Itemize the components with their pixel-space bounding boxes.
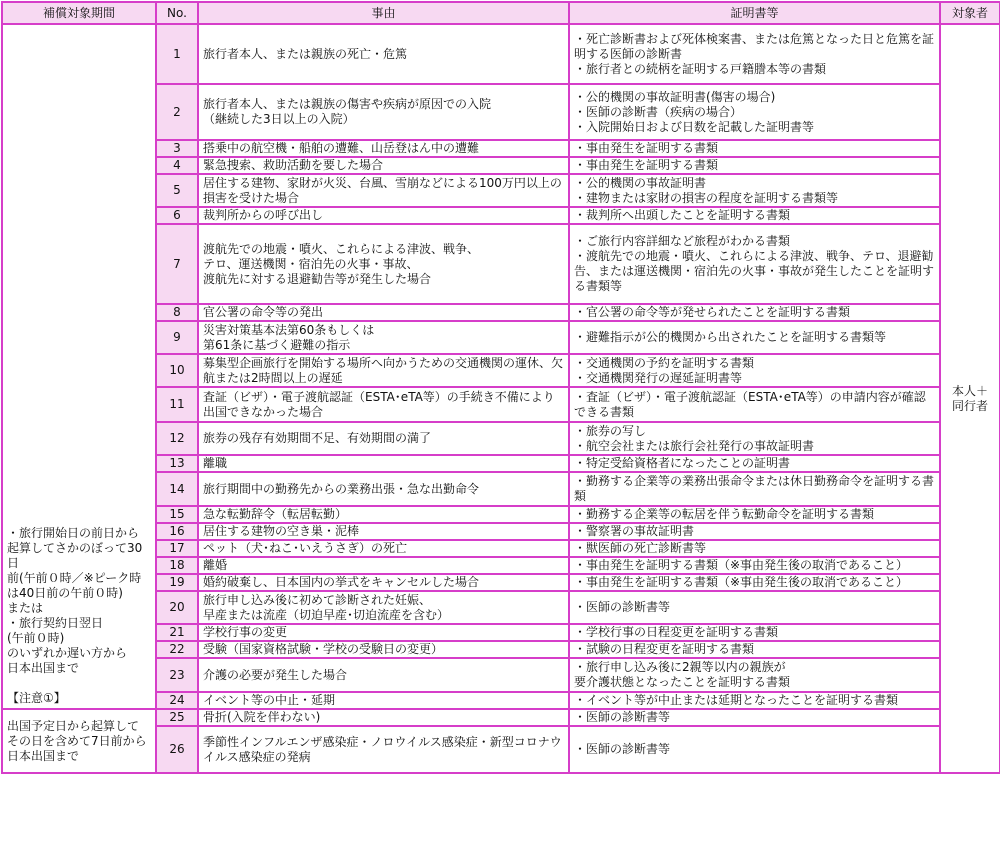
row-number: 12 (156, 422, 198, 455)
document-cell: ・勤務する企業等の業務出張命令または休日勤務命令を証明する書類 (569, 472, 940, 506)
reason-cell: 渡航先での地震・噴火、これらによる津波、戦争、 テロ、運送機関・宿泊先の火事・事故、 渡航先に対する退避勧告等が発生した場合 (198, 224, 569, 304)
reason-cell: 離職 (198, 455, 569, 472)
document-cell: ・学校行事の日程変更を証明する書類 (569, 624, 940, 641)
row-number: 10 (156, 354, 198, 387)
header-docs: 証明書等 (569, 2, 940, 24)
row-number: 11 (156, 387, 198, 422)
document-cell: ・交通機関の予約を証明する書類 ・交通機関発行の遅延証明書等 (569, 354, 940, 387)
reason-cell: 季節性インフルエンザ感染症・ノロウイルス感染症・新型コロナウイルス感染症の発病 (198, 726, 569, 773)
reason-cell: 災害対策基本法第60条もしくは 第61条に基づく避難の指示 (198, 321, 569, 354)
row-number: 7 (156, 224, 198, 304)
reason-cell: 居住する建物、家財が火災、台風、雪崩などによる100万円以上の損害を受けた場合 (198, 174, 569, 207)
period-main-cell: ・旅行開始日の前日から 起算してさかのぼって30日 前(午前０時／※ピーク時 は40日前の午前０時) または ・旅行契約日翌日 (午前０時) のいずれか遅い方から 日本出国まで 【注意①】 (2, 24, 156, 709)
row-number: 6 (156, 207, 198, 224)
reason-cell: イベント等の中止・延期 (198, 692, 569, 709)
reason-cell: 学校行事の変更 (198, 624, 569, 641)
row-number: 14 (156, 472, 198, 506)
document-cell: ・公的機関の事故証明書(傷害の場合) ・医師の診断書（疾病の場合） ・入院開始日および日数を記載した証明書等 (569, 84, 940, 140)
row-number: 13 (156, 455, 198, 472)
row-number: 5 (156, 174, 198, 207)
row-number: 23 (156, 658, 198, 692)
row-number: 18 (156, 557, 198, 574)
row-number: 8 (156, 304, 198, 321)
document-cell: ・警察署の事故証明書 (569, 523, 940, 540)
reason-cell: 搭乗中の航空機・船舶の遭難、山岳登はん中の遭難 (198, 140, 569, 157)
reason-cell: 官公署の命令等の発出 (198, 304, 569, 321)
document-cell: ・事由発生を証明する書類（※事由発生後の取消であること） (569, 557, 940, 574)
reason-cell: 婚約破棄し、日本国内の挙式をキャンセルした場合 (198, 574, 569, 591)
reason-cell: 募集型企画旅行を開始する場所へ向かうための交通機関の運休、欠航または2時間以上の遅延 (198, 354, 569, 387)
reason-cell: 裁判所からの呼び出し (198, 207, 569, 224)
document-cell: ・試験の日程変更を証明する書類 (569, 641, 940, 658)
document-cell: ・旅券の写し ・航空会社または旅行会社発行の事故証明書 (569, 422, 940, 455)
document-cell: ・医師の診断書等 (569, 726, 940, 773)
row-number: 26 (156, 726, 198, 773)
document-cell: ・医師の診断書等 (569, 591, 940, 624)
reason-cell: 旅行者本人、または親族の死亡・危篤 (198, 24, 569, 84)
document-cell: ・イベント等が中止または延期となったことを証明する書類 (569, 692, 940, 709)
row-number: 21 (156, 624, 198, 641)
document-cell: ・事由発生を証明する書類 (569, 157, 940, 174)
row-number: 2 (156, 84, 198, 140)
table-row (2, 24, 1000, 84)
document-cell: ・特定受給資格者になったことの証明書 (569, 455, 940, 472)
reason-cell: 旅券の残存有効期間不足、有効期間の満了 (198, 422, 569, 455)
row-number: 1 (156, 24, 198, 84)
reason-cell: 旅行者本人、または親族の傷害や疾病が原因での入院 （継続した3日以上の入院） (198, 84, 569, 140)
reason-cell: 受験（国家資格試験・学校の受験日の変更） (198, 641, 569, 658)
document-cell: ・事由発生を証明する書類 (569, 140, 940, 157)
table-header-row (2, 2, 1000, 24)
target-cell: 本人＋ 同行者 (940, 24, 1000, 773)
period-last-cell: 出国予定日から起算して その日を含めて7日前から 日本出国まで (2, 709, 156, 773)
row-number: 9 (156, 321, 198, 354)
document-cell: ・裁判所へ出頭したことを証明する書類 (569, 207, 940, 224)
reason-cell: 介護の必要が発生した場合 (198, 658, 569, 692)
row-number: 17 (156, 540, 198, 557)
compensation-table (1, 1, 1000, 774)
row-number: 24 (156, 692, 198, 709)
row-number: 19 (156, 574, 198, 591)
reason-cell: ペット（犬･ねこ･いえうさぎ）の死亡 (198, 540, 569, 557)
document-cell: ・査証（ビザ）・電子渡航認証（ESTA･eTA等）の申請内容が確認できる書類 (569, 387, 940, 422)
header-reason: 事由 (198, 2, 569, 24)
reason-cell: 旅行期間中の勤務先からの業務出張・急な出勤命令 (198, 472, 569, 506)
document-cell: ・事由発生を証明する書類（※事由発生後の取消であること） (569, 574, 940, 591)
header-no: No. (156, 2, 198, 24)
reason-cell: 緊急捜索、救助活動を要した場合 (198, 157, 569, 174)
row-number: 20 (156, 591, 198, 624)
document-cell: ・公的機関の事故証明書 ・建物または家財の損害の程度を証明する書類等 (569, 174, 940, 207)
reason-cell: 居住する建物の空き巣・泥棒 (198, 523, 569, 540)
header-period: 補償対象期間 (2, 2, 156, 24)
document-cell: ・官公署の命令等が発せられたことを証明する書類 (569, 304, 940, 321)
row-number: 25 (156, 709, 198, 726)
reason-cell: 旅行申し込み後に初めて診断された妊娠、 早産または流産（切迫早産･切迫流産を含む） (198, 591, 569, 624)
table-body (2, 24, 1000, 773)
document-cell: ・獣医師の死亡診断書等 (569, 540, 940, 557)
reason-cell: 離婚 (198, 557, 569, 574)
row-number: 3 (156, 140, 198, 157)
reason-cell: 急な転勤辞令（転居転勤） (198, 506, 569, 523)
document-cell: ・避難指示が公的機関から出されたことを証明する書類等 (569, 321, 940, 354)
reason-cell: 査証（ビザ）・電子渡航認証（ESTA･eTA等）の手続き不備により出国できなかった場合 (198, 387, 569, 422)
document-cell: ・死亡診断書および死体検案書、または危篤となった日と危篤を証明する医師の診断書 ・旅行者との続柄を証明する戸籍謄本等の書類 (569, 24, 940, 84)
row-number: 16 (156, 523, 198, 540)
reason-cell: 骨折(入院を伴わない) (198, 709, 569, 726)
document-cell: ・ご旅行内容詳細など旅程がわかる書類 ・渡航先での地震・噴火、これらによる津波、戦争、テロ、退避勧告、または運送機関・宿泊先の火事・事故が発生したことを証明する書類等 (569, 224, 940, 304)
document-cell: ・旅行申し込み後に2親等以内の親族が 要介護状態となったことを証明する書類 (569, 658, 940, 692)
header-target: 対象者 (940, 2, 1000, 24)
table-row (2, 709, 1000, 726)
row-number: 22 (156, 641, 198, 658)
row-number: 15 (156, 506, 198, 523)
document-cell: ・医師の診断書等 (569, 709, 940, 726)
document-cell: ・勤務する企業等の転居を伴う転勤命令を証明する書類 (569, 506, 940, 523)
row-number: 4 (156, 157, 198, 174)
